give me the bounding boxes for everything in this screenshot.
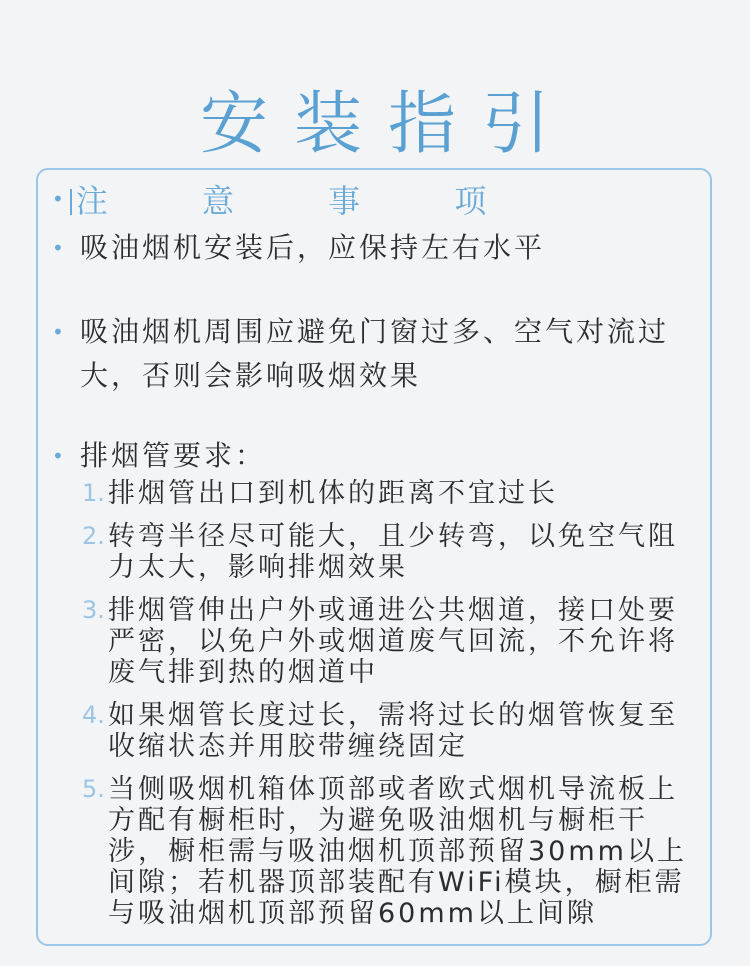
bullet-dot-icon: • bbox=[52, 320, 64, 344]
step-number: 2. bbox=[82, 522, 105, 550]
bullet-dot-icon: • bbox=[52, 444, 64, 468]
notice-item bbox=[52, 310, 702, 398]
step-text: 转弯半径尽可能大，且少转弯，以免空气阻力太大，影响排烟效果 bbox=[108, 521, 678, 583]
page-title: 安装指引 bbox=[199, 85, 576, 164]
step-item bbox=[82, 595, 702, 688]
step-text: 当侧吸烟机箱体顶部或者欧式烟机导流板上方配有橱柜时，为避免吸油烟机与橱柜干涉，橱柜需与吸油烟机顶部预留30mm以上间隙；若机器顶部装配有WiFi模块，橱柜需与吸油烟机顶部预留60mm以上间隙 bbox=[108, 774, 687, 929]
step-number: 3. bbox=[82, 596, 105, 624]
exhaust-pipe-steps bbox=[82, 478, 702, 941]
notice-item-text: 吸油烟机安装后，应保持左右水平 bbox=[80, 231, 546, 264]
step-item bbox=[82, 521, 702, 583]
bullet-dot-icon: • bbox=[52, 236, 64, 260]
heading-bar-icon bbox=[70, 189, 72, 215]
notice-item bbox=[52, 434, 702, 478]
notice-item bbox=[52, 226, 702, 270]
step-number: 4. bbox=[82, 701, 105, 729]
notice-item-text: 排烟管要求： bbox=[80, 439, 267, 472]
step-text: 排烟管出口到机体的距离不宜过长 bbox=[108, 478, 558, 509]
step-number: 1. bbox=[82, 479, 105, 507]
notice-heading bbox=[52, 176, 528, 222]
step-text: 如果烟管长度过长，需将过长的烟管恢复至收缩状态并用胶带缠绕固定 bbox=[108, 700, 678, 762]
notice-item-text: 吸油烟机周围应避免门窗过多、空气对流过大，否则会影响吸烟效果 bbox=[80, 315, 670, 392]
step-item bbox=[82, 774, 702, 929]
bullet-dot-icon: • bbox=[52, 187, 64, 211]
notice-heading-text: 注 意 事 项 bbox=[75, 182, 529, 220]
step-item bbox=[82, 478, 702, 509]
step-item bbox=[82, 700, 702, 762]
step-number: 5. bbox=[82, 775, 105, 803]
step-text: 排烟管伸出户外或通进公共烟道，接口处要严密，以免户外或烟道废气回流，不允许将废气排到热的烟道中 bbox=[108, 595, 678, 688]
